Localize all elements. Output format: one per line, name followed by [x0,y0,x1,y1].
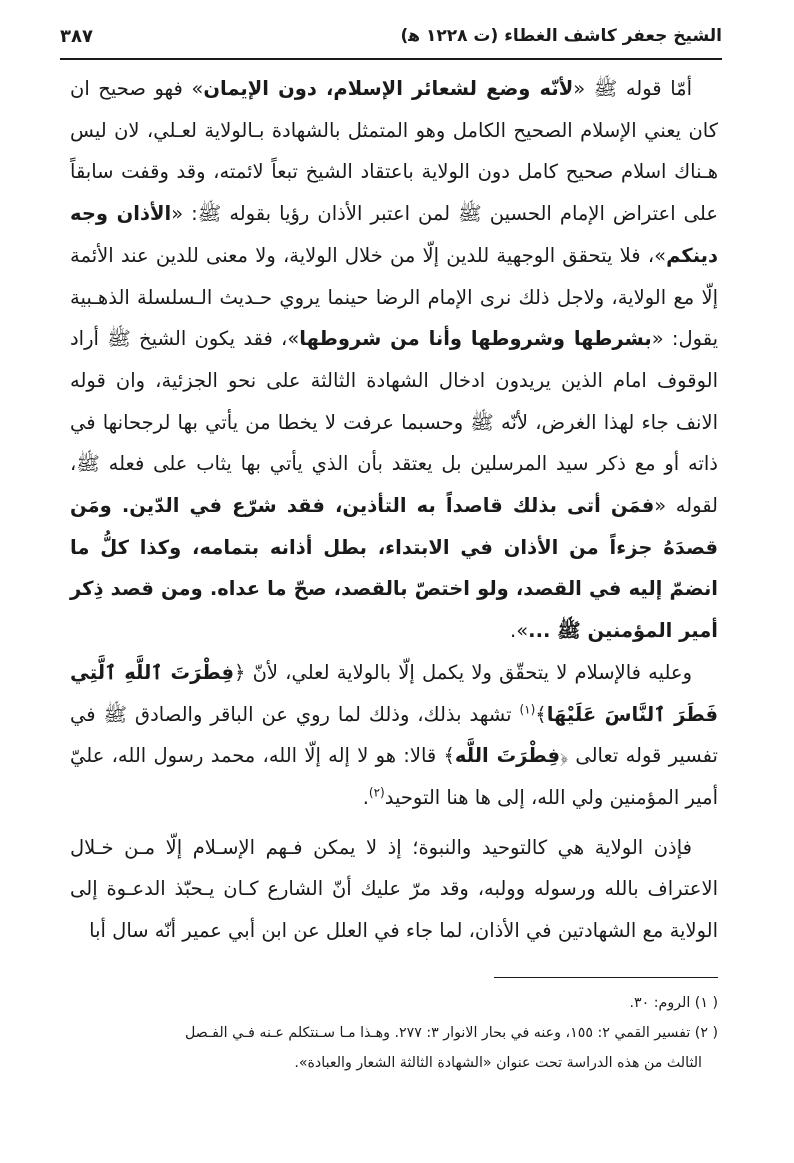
footnote-2-continued: الثالث من هذه الدراسة تحت عنوان «الشهادة الثالثة الشعار والعبادة». [294,1055,702,1071]
paragraph-2 [70,652,718,819]
paragraph-3: فإذن الولاية هي كالتوحيد والنبوة؛ إذ لا يمكن فـهم الإسـلام إلّا مـن خـلال الاعتراف بالله ورسوله وولبه، وقد مرّ عليك أنّ الشارع كـان يـحبّذ الدعـوة إلى الولاية مع الشهادتين في الأذان، لما جاء في العلل عن ابن أبي عمير أنّه سال أبا [70,835,718,943]
paragraph-2-text: تشهد بذلك، وذلك لما روي عن الباقر والصادق ﷺ في تفسير قوله تعالى ﴿ [70,702,718,768]
paragraph-2-text: وعليه فالإسلام لا يتحقّق ولا يكمل إلّا بالولاية لعلي، لأنّ ﴿ [233,660,692,684]
quran-verse: فِطْرَتَ ٱللَّهِ ٱلَّتِي فَطَرَ ٱلنَّاسَ عَلَيْهَا [70,660,718,726]
footnote-ref-2[interactable]: (٢) [368,785,385,800]
paragraph-1-text: »، فلا يتحقق الوجهية للدين إلّا من خلال الولاية، ولا معنى للدين عند الأئمة إلّا مع الولاية، ولاجل ذلك نرى الإمام الرضا حينما يروي حـديث الـسلسلة الذهـبية يقول: « [70,243,718,351]
paragraph-1 [70,68,718,652]
paragraph-1-text: » فهو صحيح ان كان يعني الإسلام الصحيح الكامل وهو المتمثل بالشهادة بـالولاية لعـلي، لان ليس هـناك اسلام صحيح كامل دون الولاية باعتقاد الشيخ تبعاً لائمته، وقد وقفت سابقاً على اعتراض الإمام الحسين ﷺ لمن اعتبر الأذان رؤيا بقوله ﷺ: « [70,77,719,226]
paragraph-2-text: ﴾ [535,702,547,726]
paragraph-1-text: ». [510,619,529,643]
footnote-separator [494,977,718,978]
paragraph-1-text: »، فقد يكون الشيخ ﷺ أراد الوقوف امام الذين يريدون ادخال الشهادة الثالثة على نحو الجزئية، وان قوله الانف جاء لهذا الغرض، لأنّه ﷺ وحسبما عرفت لا يخطا من يأتي بها لرجحانها في ذاته أو مع ذكر سيد المرسلين بل يعتقد بأن الذي يأتي بها يثاب على فعله ﷺ، لقوله « [70,327,718,518]
quote-bold: لأنّه وضع لشعائر الإسلام، دون الإيمان [203,77,574,100]
paragraph-2-text: ﴾ قالا: هو لا إله إلّا الله، محمد رسول الله، عليّ أمير المؤمنين ولي الله، إلى ها هنا التوحيد [70,744,718,809]
footnotes [70,990,718,1076]
header-title: الشيخ جعفر كاشف الغطاء (ت ١٢٢٨ ﻫ) [400,26,722,46]
paragraph-2-text: . [362,785,369,809]
running-header [60,14,722,60]
quote-bold: الأذان وجه دينكم [70,202,718,267]
footnote-ref-1[interactable]: (١) [519,702,536,717]
quran-verse: فِطْرَتَ اللَّه [454,744,561,768]
main-text [70,68,718,952]
quote-bold: بشرطها وشروطها وأنا من شروطها [299,327,652,351]
footnote-2: ( ٢) تفسير القمي ٢: ١٥٥، وعنه في بحار الانوار ٣: ٢٧٧. وهـذا مـا سـنتكلم عـنه فـي الفـصل [184,1025,718,1041]
paragraph-1-text: أمّا قوله ﷺ « [573,77,692,100]
page-number: ٣٨٧ [60,25,93,47]
quote-bold: فمَن أتى بذلك قاصداً به التأذين، فقد شرّع في الدّين. ومَن قصدَهُ جزءاً من الأذان في الابتداء، بطل أذانه بتمامه، وكذا كلُّ ما انضمّ إليه في القصد، ولو اختصّ بالقصد، صحّ ما عداه. ومن قصد ذِكر أمير المؤمنين ﷺ ... [70,494,718,643]
footnote-1: ( ١) الروم: ٣٠. [629,995,718,1011]
